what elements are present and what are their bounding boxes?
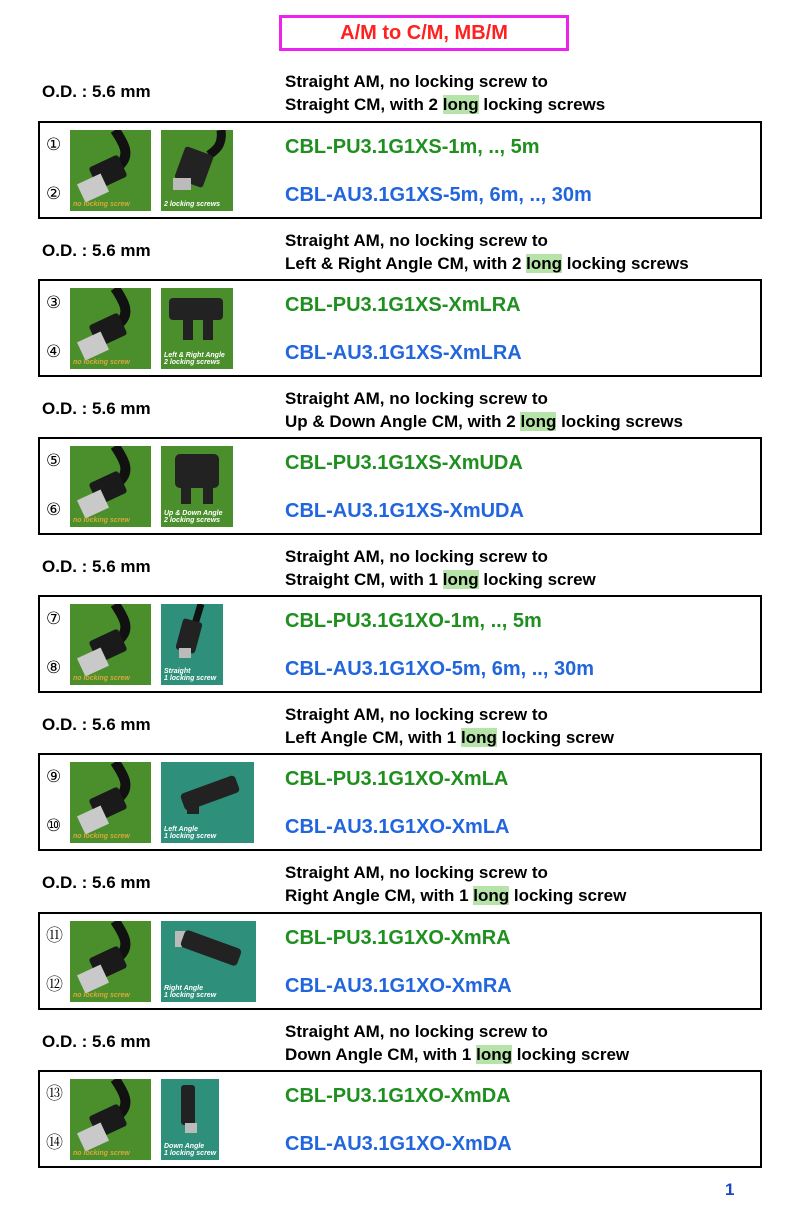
description-line2 <box>285 252 689 275</box>
usb-c-connector-photo <box>161 921 256 1002</box>
item-number: ⑤ <box>46 451 62 471</box>
item-number: ⑨ <box>46 767 62 787</box>
image-caption: Left Angle 1 locking screw <box>164 826 217 840</box>
usb-a-connector-photo <box>70 762 151 843</box>
item-number: ② <box>46 184 62 204</box>
part-number-pu: CBL-PU3.1G1XS-1m, .., 5m <box>285 136 540 158</box>
description-line2 <box>285 726 614 749</box>
image-caption: Straight 1 locking screw <box>164 668 217 682</box>
description <box>285 1020 629 1066</box>
description <box>285 229 689 275</box>
description-line2 <box>285 93 605 116</box>
line2-text-end: locking screw <box>511 1045 630 1064</box>
item-number: ⑧ <box>46 658 62 678</box>
outer-diameter: O.D. : 5.6 mm <box>42 557 151 576</box>
outer-diameter: O.D. : 5.6 mm <box>42 873 151 892</box>
image-caption: no locking screw <box>73 359 130 366</box>
description-line1: Straight AM, no locking screw to <box>285 863 548 882</box>
line2-text-end: locking screw <box>478 570 596 589</box>
item-number: ⑦ <box>46 609 62 629</box>
description-line2 <box>285 1043 629 1066</box>
group-header <box>38 384 762 440</box>
part-number-pu: CBL-PU3.1G1XO-XmLA <box>285 768 509 790</box>
line2-text: Straight CM, with 1 <box>285 570 443 589</box>
part-number-pu: CBL-PU3.1G1XS-XmLRA <box>285 294 521 316</box>
highlight-long: long <box>442 570 479 589</box>
part-number-au: CBL-AU3.1G1XO-5m, 6m, .., 30m <box>285 658 594 680</box>
item-number: ⑪ <box>46 926 63 946</box>
group-header <box>38 700 762 756</box>
part-number-pu: CBL-PU3.1G1XS-XmUDA <box>285 452 523 474</box>
usb-c-connector-photo <box>161 288 233 369</box>
image-caption: no locking screw <box>73 517 130 524</box>
page-number: 1 <box>725 1180 735 1199</box>
description <box>285 545 596 591</box>
line2-text: Up & Down Angle CM, with 2 <box>285 412 521 431</box>
usb-a-connector-photo <box>70 446 151 527</box>
outer-diameter: O.D. : 5.6 mm <box>42 715 151 734</box>
part-number-pu: CBL-PU3.1G1XO-1m, .., 5m <box>285 610 542 632</box>
image-caption: no locking screw <box>73 833 130 840</box>
description-line1: Straight AM, no locking screw to <box>285 389 548 408</box>
outer-diameter: O.D. : 5.6 mm <box>42 399 151 418</box>
outer-diameter: O.D. : 5.6 mm <box>42 1032 151 1051</box>
line2-text: Right Angle CM, with 1 <box>285 886 474 905</box>
group-header <box>38 858 762 914</box>
product-box <box>38 437 762 535</box>
usb-c-connector-photo <box>161 1079 219 1160</box>
line2-text: Left & Right Angle CM, with 2 <box>285 254 527 273</box>
description <box>285 387 683 433</box>
highlight-long: long <box>442 95 479 114</box>
highlight-long: long <box>520 412 557 431</box>
usb-c-connector-photo <box>161 604 223 685</box>
line2-text: Left Angle CM, with 1 <box>285 728 461 747</box>
line2-text-end: locking screws <box>562 254 689 273</box>
highlight-long: long <box>476 1045 512 1064</box>
description-line1: Straight AM, no locking screw to <box>285 705 548 724</box>
usb-a-connector-photo <box>70 921 151 1002</box>
description <box>285 703 614 749</box>
description-line1: Straight AM, no locking screw to <box>285 547 548 566</box>
part-number-pu: CBL-PU3.1G1XO-XmRA <box>285 927 511 949</box>
item-number: ⑥ <box>46 500 62 520</box>
item-number: ⑭ <box>46 1133 63 1153</box>
usb-a-connector-photo <box>70 288 151 369</box>
image-caption: no locking screw <box>73 675 130 682</box>
usb-a-connector-photo <box>70 1079 151 1160</box>
line2-text: Straight CM, with 2 <box>285 95 443 114</box>
image-caption: 2 locking screws <box>164 201 221 208</box>
item-number: ⑬ <box>46 1084 63 1104</box>
product-box <box>38 1070 762 1168</box>
usb-c-connector-photo <box>161 762 254 843</box>
outer-diameter: O.D. : 5.6 mm <box>42 241 151 260</box>
image-caption: no locking screw <box>73 992 130 999</box>
highlight-long: long <box>473 886 510 905</box>
highlight-long: long <box>460 728 497 747</box>
image-caption: Right Angle 1 locking screw <box>164 985 217 999</box>
item-number: ④ <box>46 342 62 362</box>
description-line1: Straight AM, no locking screw to <box>285 72 548 91</box>
group-header <box>38 542 762 598</box>
part-number-au: CBL-AU3.1G1XO-XmRA <box>285 975 512 997</box>
usb-c-connector-photo <box>161 446 233 527</box>
page-title: A/M to C/M, MB/M <box>279 15 569 51</box>
group-header <box>38 1017 762 1073</box>
product-box <box>38 753 762 851</box>
item-number: ⑫ <box>46 975 63 995</box>
part-number-pu: CBL-PU3.1G1XO-XmDA <box>285 1085 511 1107</box>
product-box <box>38 912 762 1010</box>
line2-text-end: locking screw <box>496 728 615 747</box>
group-header <box>38 67 762 123</box>
image-caption: no locking screw <box>73 1150 130 1157</box>
item-number: ⑩ <box>46 816 62 836</box>
part-number-au: CBL-AU3.1G1XS-5m, 6m, .., 30m <box>285 184 592 206</box>
line2-text: Down Angle CM, with 1 <box>285 1045 477 1064</box>
item-number: ① <box>46 135 62 155</box>
part-number-au: CBL-AU3.1G1XO-XmLA <box>285 816 510 838</box>
image-caption: Down Angle 1 locking screw <box>164 1143 217 1157</box>
description-line2 <box>285 884 626 907</box>
line2-text-end: locking screws <box>478 95 606 114</box>
image-caption: Left & Right Angle 2 locking screws <box>164 352 225 366</box>
highlight-long: long <box>526 254 563 273</box>
product-box <box>38 279 762 377</box>
description <box>285 861 626 907</box>
description-line1: Straight AM, no locking screw to <box>285 231 548 250</box>
group-header <box>38 226 762 282</box>
item-number: ③ <box>46 293 62 313</box>
part-number-au: CBL-AU3.1G1XS-XmLRA <box>285 342 522 364</box>
part-number-au: CBL-AU3.1G1XO-XmDA <box>285 1133 512 1155</box>
product-box <box>38 121 762 219</box>
description-line2 <box>285 568 596 591</box>
description-line2 <box>285 410 683 433</box>
outer-diameter: O.D. : 5.6 mm <box>42 82 151 101</box>
usb-c-connector-photo <box>161 130 233 211</box>
usb-a-connector-photo <box>70 130 151 211</box>
image-caption: no locking screw <box>73 201 130 208</box>
image-caption: Up & Down Angle 2 locking screws <box>164 510 223 524</box>
usb-a-connector-photo <box>70 604 151 685</box>
line2-text-end: locking screw <box>509 886 627 905</box>
description <box>285 70 605 116</box>
part-number-au: CBL-AU3.1G1XS-XmUDA <box>285 500 524 522</box>
line2-text-end: locking screws <box>556 412 683 431</box>
description-line1: Straight AM, no locking screw to <box>285 1022 548 1041</box>
product-box <box>38 595 762 693</box>
